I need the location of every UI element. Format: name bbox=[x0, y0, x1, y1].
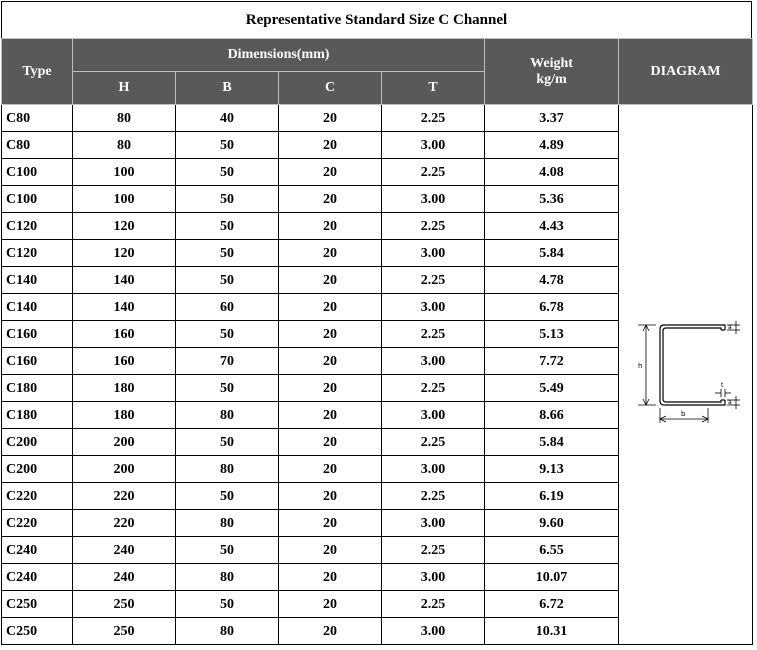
cell-c: 20 bbox=[279, 294, 382, 321]
c-channel-spec-sheet bbox=[1, 1, 752, 647]
label-a-bottom: a bbox=[727, 398, 732, 406]
cell-c: 20 bbox=[279, 456, 382, 483]
header-t: T bbox=[382, 72, 485, 105]
cell-b: 50 bbox=[176, 213, 279, 240]
cell-weight: 8.66 bbox=[485, 402, 619, 429]
cell-t: 2.25 bbox=[382, 159, 485, 186]
cell-type: C180 bbox=[2, 375, 73, 402]
cell-weight: 9.60 bbox=[485, 510, 619, 537]
cell-type: C100 bbox=[2, 159, 73, 186]
cell-type: C220 bbox=[2, 483, 73, 510]
cell-c: 20 bbox=[279, 510, 382, 537]
diagram-cell bbox=[619, 105, 753, 645]
label-h: h bbox=[637, 361, 642, 370]
cell-c: 20 bbox=[279, 321, 382, 348]
cell-type: C120 bbox=[2, 240, 73, 267]
cell-t: 3.00 bbox=[382, 240, 485, 267]
cell-weight: 5.84 bbox=[485, 429, 619, 456]
cell-t: 3.00 bbox=[382, 618, 485, 645]
cell-h: 240 bbox=[73, 564, 176, 591]
table-body bbox=[2, 105, 753, 645]
cell-c: 20 bbox=[279, 537, 382, 564]
table-row bbox=[2, 105, 753, 132]
cell-c: 20 bbox=[279, 348, 382, 375]
cell-b: 50 bbox=[176, 483, 279, 510]
cell-t: 3.00 bbox=[382, 348, 485, 375]
cell-t: 2.25 bbox=[382, 105, 485, 132]
cell-type: C100 bbox=[2, 186, 73, 213]
cell-type: C120 bbox=[2, 213, 73, 240]
header-h: H bbox=[73, 72, 176, 105]
cell-weight: 4.08 bbox=[485, 159, 619, 186]
header-c: C bbox=[279, 72, 382, 105]
cell-h: 180 bbox=[73, 402, 176, 429]
cell-type: C160 bbox=[2, 348, 73, 375]
cell-h: 100 bbox=[73, 159, 176, 186]
cell-t: 3.00 bbox=[382, 294, 485, 321]
cell-h: 120 bbox=[73, 213, 176, 240]
cell-c: 20 bbox=[279, 159, 382, 186]
cell-c: 20 bbox=[279, 375, 382, 402]
cell-t: 3.00 bbox=[382, 402, 485, 429]
cell-type: C80 bbox=[2, 105, 73, 132]
cell-b: 50 bbox=[176, 186, 279, 213]
cell-type: C140 bbox=[2, 294, 73, 321]
cell-t: 3.00 bbox=[382, 132, 485, 159]
cell-type: C250 bbox=[2, 618, 73, 645]
cell-b: 50 bbox=[176, 132, 279, 159]
label-t: t bbox=[720, 381, 723, 389]
cell-weight: 10.07 bbox=[485, 564, 619, 591]
cell-t: 3.00 bbox=[382, 564, 485, 591]
cell-type: C250 bbox=[2, 591, 73, 618]
cell-c: 20 bbox=[279, 213, 382, 240]
cell-h: 140 bbox=[73, 294, 176, 321]
header-b: B bbox=[176, 72, 279, 105]
cell-weight: 3.37 bbox=[485, 105, 619, 132]
cell-b: 50 bbox=[176, 537, 279, 564]
cell-c: 20 bbox=[279, 132, 382, 159]
cell-t: 2.25 bbox=[382, 375, 485, 402]
cell-c: 20 bbox=[279, 483, 382, 510]
cell-c: 20 bbox=[279, 618, 382, 645]
cell-h: 200 bbox=[73, 429, 176, 456]
table-title: Representative Standard Size C Channel bbox=[1, 1, 752, 38]
cell-c: 20 bbox=[279, 429, 382, 456]
cell-b: 40 bbox=[176, 105, 279, 132]
cell-c: 20 bbox=[279, 240, 382, 267]
cell-h: 160 bbox=[73, 348, 176, 375]
cell-c: 20 bbox=[279, 402, 382, 429]
header-weight-unit: kg/m bbox=[536, 71, 567, 87]
header-weight-label: Weight bbox=[530, 55, 573, 71]
cell-weight: 5.84 bbox=[485, 240, 619, 267]
cell-h: 140 bbox=[73, 267, 176, 294]
cell-b: 50 bbox=[176, 429, 279, 456]
cell-type: C240 bbox=[2, 564, 73, 591]
cell-weight: 4.78 bbox=[485, 267, 619, 294]
cell-b: 80 bbox=[176, 402, 279, 429]
cell-h: 250 bbox=[73, 618, 176, 645]
cell-t: 2.25 bbox=[382, 591, 485, 618]
cell-b: 70 bbox=[176, 348, 279, 375]
cell-b: 60 bbox=[176, 294, 279, 321]
cell-h: 120 bbox=[73, 240, 176, 267]
cell-weight: 6.72 bbox=[485, 591, 619, 618]
cell-t: 2.25 bbox=[382, 483, 485, 510]
cell-weight: 6.78 bbox=[485, 294, 619, 321]
cell-t: 2.25 bbox=[382, 321, 485, 348]
cell-h: 250 bbox=[73, 591, 176, 618]
cell-weight: 10.31 bbox=[485, 618, 619, 645]
cell-t: 2.25 bbox=[382, 537, 485, 564]
cell-weight: 4.89 bbox=[485, 132, 619, 159]
cell-weight: 9.13 bbox=[485, 456, 619, 483]
cell-b: 50 bbox=[176, 591, 279, 618]
cell-c: 20 bbox=[279, 564, 382, 591]
cell-c: 20 bbox=[279, 591, 382, 618]
header-diagram: DIAGRAM bbox=[619, 39, 753, 105]
header-dimensions: Dimensions(mm) bbox=[73, 39, 485, 72]
cell-b: 50 bbox=[176, 375, 279, 402]
c-channel-diagram bbox=[626, 315, 746, 435]
cell-h: 80 bbox=[73, 132, 176, 159]
cell-h: 220 bbox=[73, 510, 176, 537]
cell-t: 3.00 bbox=[382, 456, 485, 483]
cell-weight: 6.55 bbox=[485, 537, 619, 564]
cell-h: 180 bbox=[73, 375, 176, 402]
cell-b: 80 bbox=[176, 456, 279, 483]
label-a-top: a bbox=[727, 323, 732, 331]
cell-type: C160 bbox=[2, 321, 73, 348]
cell-t: 3.00 bbox=[382, 186, 485, 213]
cell-b: 80 bbox=[176, 618, 279, 645]
cell-weight: 5.13 bbox=[485, 321, 619, 348]
c-profile-inner bbox=[663, 328, 721, 402]
cell-b: 80 bbox=[176, 564, 279, 591]
cell-c: 20 bbox=[279, 186, 382, 213]
cell-c: 20 bbox=[279, 267, 382, 294]
header-weight bbox=[485, 39, 619, 105]
cell-type: C140 bbox=[2, 267, 73, 294]
cell-t: 2.25 bbox=[382, 267, 485, 294]
cell-weight: 5.49 bbox=[485, 375, 619, 402]
cell-h: 100 bbox=[73, 186, 176, 213]
cell-type: C80 bbox=[2, 132, 73, 159]
cell-type: C200 bbox=[2, 429, 73, 456]
cell-h: 220 bbox=[73, 483, 176, 510]
cell-t: 3.00 bbox=[382, 510, 485, 537]
cell-h: 80 bbox=[73, 105, 176, 132]
cell-b: 50 bbox=[176, 159, 279, 186]
cell-b: 50 bbox=[176, 240, 279, 267]
cell-h: 240 bbox=[73, 537, 176, 564]
cell-t: 2.25 bbox=[382, 213, 485, 240]
label-b: b bbox=[680, 409, 685, 418]
cell-t: 2.25 bbox=[382, 429, 485, 456]
cell-type: C220 bbox=[2, 510, 73, 537]
header-type: Type bbox=[2, 39, 73, 105]
c-channel-table bbox=[1, 38, 753, 645]
cell-weight: 5.36 bbox=[485, 186, 619, 213]
cell-type: C240 bbox=[2, 537, 73, 564]
cell-b: 80 bbox=[176, 510, 279, 537]
cell-weight: 6.19 bbox=[485, 483, 619, 510]
cell-weight: 4.43 bbox=[485, 213, 619, 240]
cell-type: C200 bbox=[2, 456, 73, 483]
cell-h: 160 bbox=[73, 321, 176, 348]
cell-h: 200 bbox=[73, 456, 176, 483]
cell-weight: 7.72 bbox=[485, 348, 619, 375]
cell-b: 50 bbox=[176, 321, 279, 348]
cell-b: 50 bbox=[176, 267, 279, 294]
cell-c: 20 bbox=[279, 105, 382, 132]
cell-type: C180 bbox=[2, 402, 73, 429]
